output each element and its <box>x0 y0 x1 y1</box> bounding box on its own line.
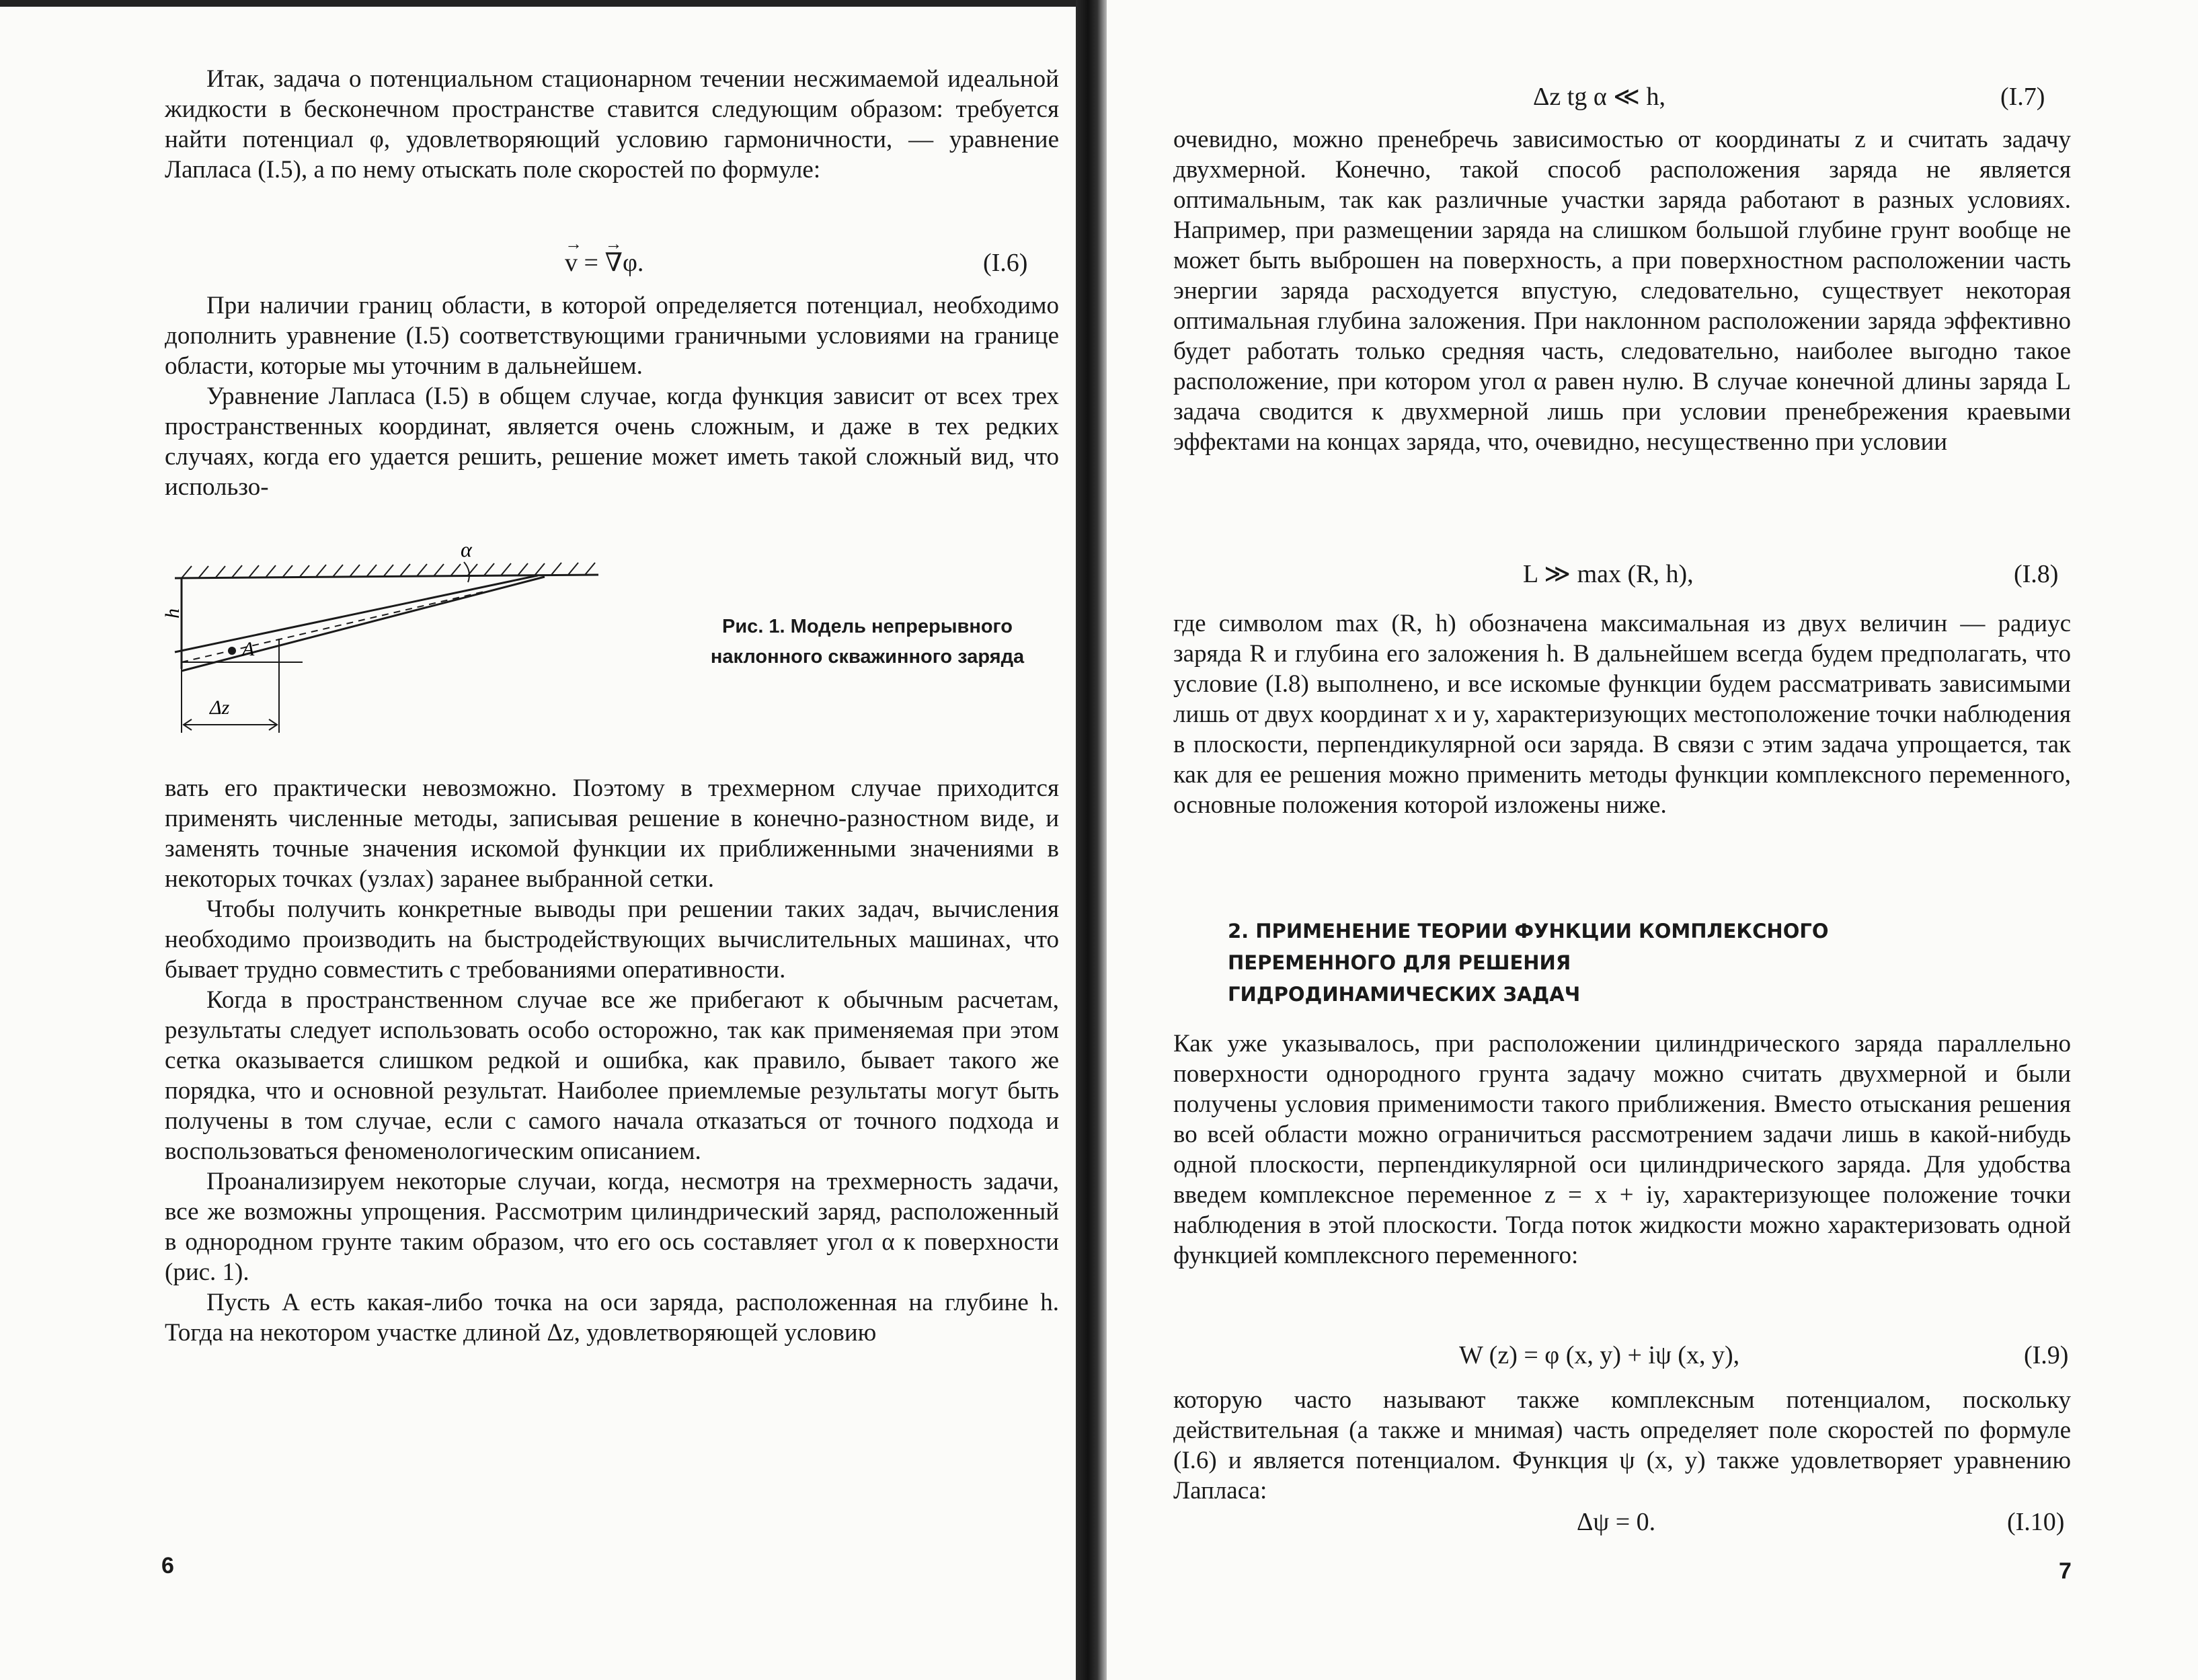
heading-line: ГИДРОДИНАМИЧЕСКИХ ЗАДАЧ <box>1228 983 1581 1006</box>
left-paragraph-block-3 <box>165 773 1059 1348</box>
equation-i7: Δz tg α ≪ h, <box>1533 83 1666 111</box>
vector-nabla: → ∇ <box>604 247 623 279</box>
paragraph: которую часто называют также комплексным потенциалом, поскольку действительная (а также и мнимая) часть определяет поле скоростей по формуле (I.6) и является потенциалом. Функция ψ (x, y) также удовлетворяет уравнению Лапласа: <box>1173 1386 2071 1505</box>
equation-i10: Δψ = 0. <box>1577 1508 1656 1536</box>
equation-number-i8: (I.8) <box>2014 560 2059 588</box>
equation-number-i7: (I.7) <box>2000 83 2045 111</box>
label-h: h <box>161 608 184 618</box>
right-paragraph-block-2 <box>1173 608 2071 820</box>
vector-v: → v <box>565 247 578 279</box>
page-number-right: 7 <box>2059 1558 2072 1584</box>
label-delta-z: Δz <box>210 696 230 719</box>
section-heading-2 <box>1228 916 2035 1010</box>
paragraph: Итак, задача о потенциальном стационарном течении несжимаемой идеальной жидкости в бесконечном пространстве ставится следующим образом: требуется найти потенциал φ, удовлетворяющий условию гармоничности, — уравнение Лапласа (I.5), а по нему отыскать поле скоростей по формуле: <box>165 65 1059 184</box>
paragraph: При наличии границ области, в которой определяется потенциал, необходимо дополнить уравнение (I.5) соответствующими граничными условиями на границе области, которые мы уточним в дальнейшем. <box>165 292 1059 380</box>
label-a: A <box>242 638 255 660</box>
label-alpha: α <box>461 538 472 561</box>
paragraph: Как уже указывалось, при расположении цилиндрического заряда параллельно поверхности однородного грунта задачу можно считать двухмерной и были получены условия применимости такого приближения. Вместо отыскания решения во всей области можно ограничиться рассмотрением задачи лишь в какой-нибудь одной плоскости, перпендикулярной оси цилиндрического заряда. Для удобства введем комплексное переменное z = x + iy, характеризующее положение точки наблюдения в этой плоскости. Тогда поток жидкости можно характеризовать одной функцией комплексного переменного: <box>1173 1030 2071 1269</box>
paragraph: Чтобы получить конкретные выводы при решении таких задач, вычисления необходимо производить на быстродействующих вычислительных машинах, что бывает трудно совместить с требованиями оперативности. <box>165 895 1059 984</box>
scan-top-edge <box>0 0 1076 7</box>
paragraph: Проанализируем некоторые случаи, когда, несмотря на трехмерность задачи, все же возможны упрощения. Рассмотрим цилиндрический заряд, расположенный в однородном грунте таким образом, что его ось составляет угол α к поверхности (рис. 1). <box>165 1168 1059 1286</box>
paragraph: где символом max (R, h) обозначена максимальная из двух величин — радиус заряда R и глубина его заложения h. В дальнейшем всегда будем предполагать, что условие (I.8) выполнено, и все искомые функции будем рассматривать зависимыми лишь от двух координат x и y, характеризующих местоположение точки наблюдения в плоскости, перпендикулярной оси заряда. В связи с этим задача упрощается, так как для ее решения можно применить методы функции комплексного переменного, основные положения которой изложены ниже. <box>1173 610 2071 819</box>
equation-number-i6: (I.6) <box>983 249 1028 277</box>
figure-1-diagram <box>161 538 619 739</box>
equation-number-i10: (I.10) <box>2007 1508 2065 1536</box>
paragraph: Уравнение Лапласа (I.5) в общем случае, когда функция зависит от всех трех пространственных координат, является очень сложным, и даже в тех редких случаях, когда его удается решить, решение может иметь такой сложный вид, что использо- <box>165 383 1059 501</box>
equation-i9: W (z) = φ (x, y) + iψ (x, y), <box>1459 1341 1740 1369</box>
equation-number-i9: (I.9) <box>2024 1341 2069 1369</box>
figure-1-caption: Рис. 1. Модель непрерывного наклонного скважинного заряда <box>710 616 1025 668</box>
left-paragraph-block-1 <box>165 64 1059 185</box>
equation-i8: L ≫ max (R, h), <box>1523 560 1694 588</box>
right-paragraph-block-1 <box>1173 124 2071 457</box>
point-a-marker <box>228 647 236 655</box>
paragraph: Когда в пространственном случае все же прибегают к обычным расчетам, результаты следует использовать особо осторожно, так как применяемая при этом сетка оказывается слишком редкой и ошибка, как правило, бывает такого же порядка, что и основной результат. Наиболее приемлемые результаты могут быть получены в том случае, если с самого начала отказаться от точного подхода и воспользоваться феноменологическим описанием. <box>165 986 1059 1165</box>
paragraph: Пусть A есть какая-либо точка на оси заряда, расположенная на глубине h. Тогда на некотором участке длиной Δz, удовлетворяющей условию <box>165 1289 1059 1347</box>
paragraph: очевидно, можно пренебречь зависимостью от координаты z и считать задачу двухмерной. Конечно, такой способ расположения заряда не является оптимальным, так как различные участки заряда работают в разных условиях. Например, при размещении заряда на слишком большой глубине грунт вообще не может быть выброшен на поверхность, а при поверхностном расположении часть энергии заряда расходуется впустую, следовательно, существует некоторая оптимальная глубина заложения. При наклонном расположении заряда эффективно будет работать только средняя часть, следовательно, наиболее выгодно такое расположение, при котором угол α равен нулю. В случае конечной длины заряда L задача сводится к двухмерной лишь при условии пренебрежения краевыми эффектами на концах заряда, что, очевидно, несущественно при условии <box>1173 126 2071 456</box>
right-paragraph-block-3 <box>1173 1029 2071 1271</box>
book-gutter <box>1076 0 1107 1680</box>
heading-line: 2. ПРИМЕНЕНИЕ ТЕОРИИ ФУНКЦИИ КОМПЛЕКСНОГО <box>1228 920 1829 943</box>
page-number-left: 6 <box>161 1553 174 1578</box>
equation-i6: → v = → ∇φ. <box>565 247 643 279</box>
left-paragraph-block-2 <box>165 290 1059 502</box>
heading-line: ПЕРЕМЕННОГО ДЛЯ РЕШЕНИЯ <box>1228 951 1571 974</box>
paragraph: вать его практически невозможно. Поэтому в трехмерном случае приходится применять численные методы, записывая решение в конечно-разностном виде, и заменять точные значения искомой функции их приближенными значениями в некоторых точках (узлах) заранее выбранной сетки. <box>165 774 1059 893</box>
right-paragraph-block-4 <box>1173 1385 2071 1506</box>
